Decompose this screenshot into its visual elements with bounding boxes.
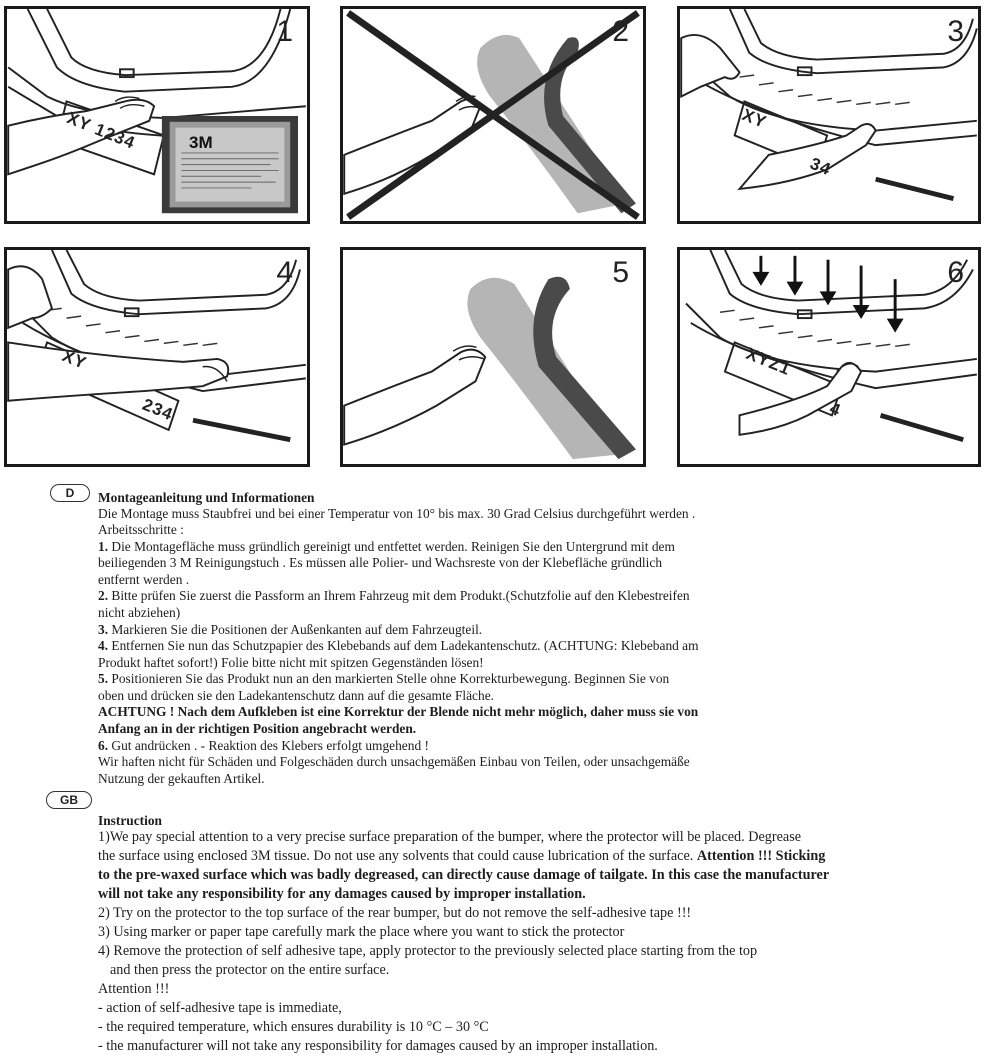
de-step-1-text-c: entfernt werden .	[98, 572, 190, 587]
de-liability-b: Nutzung der gekauften Artikel.	[98, 771, 265, 786]
de-warning-b-text: Anfang an in der richtigen Position angebracht werden.	[98, 721, 417, 736]
de-step-3	[98, 622, 482, 638]
de-intro: Die Montage muss Staubfrei und bei einer Temperatur von 10° bis max. 30 Grad Celsius durchgeführt werden .	[98, 506, 696, 521]
step-5-number: 5	[612, 256, 629, 289]
step-1-number: 1	[276, 15, 293, 48]
lang-badge-de: D	[50, 484, 90, 502]
step-1-illustration	[7, 9, 307, 221]
de-step-5-text-a: Positionieren Sie das Produkt nun an den markierten Stelle ohne Korrekturbewegung. Beginnen Sie von	[108, 671, 670, 686]
en-line-9: Attention !!!	[98, 981, 170, 997]
step-1-plate-text: XY 1234	[64, 108, 139, 153]
de-step-4	[98, 638, 699, 654]
en-line-2-plain: the surface using enclosed 3M tissue. Do not use any solvents that could cause lubrication of the surface.	[98, 848, 697, 864]
en-line-11: - the required temperature, which ensures durability is 10 °C – 30 °C	[98, 1019, 489, 1035]
de-step-6-text-a: Gut andrücken . - Reaktion des Klebers erfolgt umgehend !	[108, 738, 429, 753]
en-line-3	[98, 866, 829, 885]
de-warning-b	[98, 721, 416, 737]
en-line-2	[98, 847, 825, 866]
step-2-illustration	[343, 9, 643, 221]
step-3-plate-text: XY	[739, 105, 770, 132]
step-4-panel	[4, 247, 310, 467]
de-step-5-text-b: oben und drücken sie den Ladekantenschutz dann auf die gesamte Fläche.	[98, 688, 494, 703]
de-step-1-text-a: Die Montagefläche muss gründlich gereinigt und entfettet werden. Reinigen Sie den Untergrund mit dem	[108, 539, 675, 554]
de-step-3-num: 3.	[98, 622, 109, 637]
lang-badge-gb: GB	[46, 791, 92, 809]
de-step-6-num: 6.	[98, 738, 109, 753]
de-step-2-num: 2.	[98, 588, 109, 603]
de-step-5	[98, 671, 669, 687]
step-3-illustration	[680, 9, 978, 221]
en-title-text: Instruction	[98, 813, 162, 828]
en-line-8: and then press the protector on the entire surface.	[110, 962, 390, 978]
en-line-4-text: will not take any responsibility for any damages caused by improper installation.	[98, 886, 586, 902]
de-warning-a	[98, 704, 698, 720]
step-3-number: 3	[947, 15, 964, 48]
step-2-number: 2	[612, 15, 629, 48]
de-step-1	[98, 539, 675, 555]
step-6-number: 6	[947, 256, 964, 289]
en-line-3-text: to the pre-waxed surface which was badly degreased, can directly cause damage of tailgate. In this case the manufacturer	[98, 867, 830, 883]
de-step-6	[98, 738, 429, 754]
de-step-1-num: 1.	[98, 539, 109, 554]
step-6-illustration	[680, 250, 978, 464]
de-step-2	[98, 588, 690, 604]
de-step-4-text-a: Entfernen Sie nun das Schutzpapier des Klebebands auf dem Ladekantenschutz. (ACHTUNG: Klebeband am	[108, 638, 699, 653]
step-5-panel	[340, 247, 646, 467]
en-line-7: 4) Remove the protection of self adhesive tape, apply protector to the previously selected place starting from the top	[98, 943, 758, 959]
step-6-plate-digits: 4	[827, 398, 844, 421]
en-line-10: - action of self-adhesive tape is immediate,	[98, 1000, 342, 1016]
step-4-plate-digits: 234	[139, 394, 176, 425]
de-step-1-text-b: beiliegenden 3 M Reinigungstuch . Es müssen alle Polier- und Wachsreste von der Klebefläche gründlich	[98, 555, 663, 570]
de-title-text: Montageanleitung und Informationen	[98, 490, 315, 505]
de-step-4-num: 4.	[98, 638, 109, 653]
de-step-2-text-b: nicht abziehen)	[98, 605, 181, 620]
en-line-2-bold: Attention !!! Sticking	[696, 848, 826, 864]
de-liability-a: Wir haften nicht für Schäden und Folgeschäden durch unsachgemäßen Einbau von Teilen, oder unsachgemäße	[98, 754, 690, 769]
en-line-5: 2) Try on the protector to the top surface of the rear bumper, but do not remove the self-adhesive tape !!!	[98, 905, 692, 921]
step-5-illustration	[343, 250, 643, 464]
3m-logo: 3M	[189, 133, 213, 152]
step-4-illustration	[7, 250, 307, 464]
de-step-5-num: 5.	[98, 671, 109, 686]
en-line-6: 3) Using marker or paper tape carefully mark the place where you want to stick the protector	[98, 924, 625, 940]
step-4-plate-text: XY	[59, 346, 90, 373]
press-arrows	[755, 256, 901, 330]
step-6-panel	[677, 247, 981, 467]
step-6-plate-text: XYZ1	[743, 344, 794, 380]
step-3-panel	[677, 6, 981, 224]
en-line-12: - the manufacturer will not take any responsibility for damages caused by an improper installation.	[98, 1038, 658, 1054]
en-line-1: 1)We pay special attention to a very precise surface preparation of the bumper, where the protector will be placed. Degrease	[98, 829, 802, 845]
de-step-2-text-a: Bitte prüfen Sie zuerst die Passform an Ihrem Fahrzeug mit dem Produkt.(Schutzfolie auf den Klebestreifen	[108, 588, 690, 603]
de-warning-a-text: ACHTUNG ! Nach dem Aufkleben ist eine Korrektur der Blende nicht mehr möglich, daher muss sie von	[98, 704, 699, 719]
step-2-panel	[340, 6, 646, 224]
en-line-4	[98, 885, 586, 904]
step-4-number: 4	[276, 256, 293, 289]
step-1-panel	[4, 6, 310, 224]
de-steps-heading: Arbeitsschritte :	[98, 522, 184, 537]
step-3-plate-digits: 34	[807, 153, 834, 180]
de-step-3-text-a: Markieren Sie die Positionen der Außenkanten auf dem Fahrzeugteil.	[108, 622, 483, 637]
de-title	[98, 490, 315, 506]
de-step-4-text-b: Produkt haftet sofort!) Folie bitte nicht mit spitzen Gegenständen lösen!	[98, 655, 484, 670]
